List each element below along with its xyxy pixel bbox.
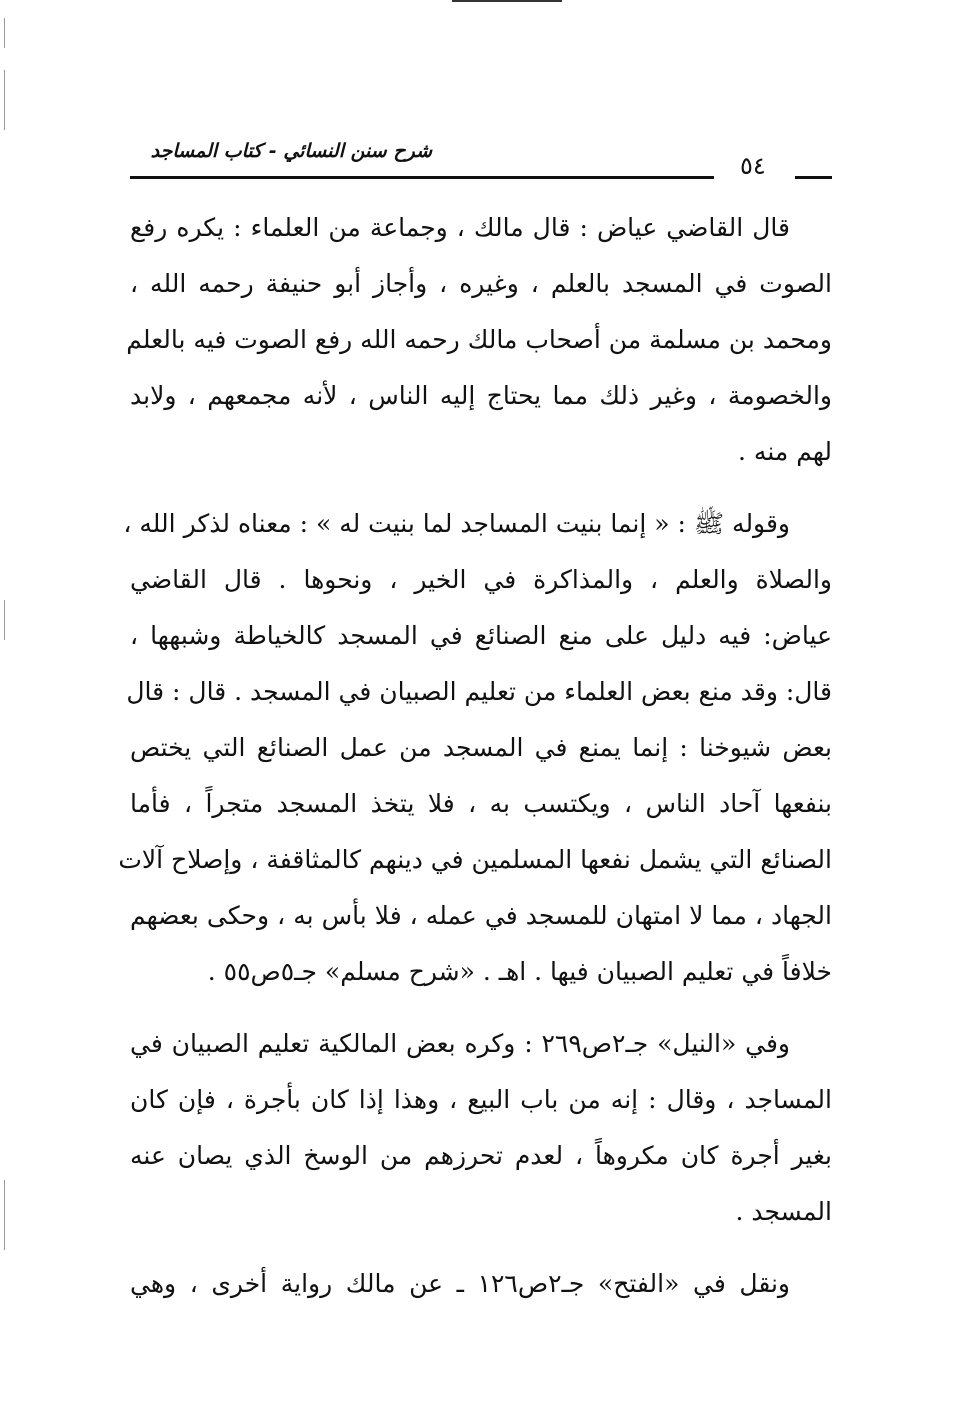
- text-line: ونقل في «الفتح» جـ٢ص١٢٦ ـ عن مالك رواية أخرى ، وهي: [130, 1269, 790, 1298]
- page-body: [118, 200, 832, 1312]
- margin-mark: [4, 70, 5, 130]
- text-line: المساجد ، وقال : إنه من باب البيع ، وهذا إذا كان بأجرة ، فإن كان: [130, 1085, 832, 1114]
- running-header: [130, 138, 832, 188]
- text-line: الصوت في المسجد بالعلم ، وغيره ، وأجاز أبو حنيفة رحمه الله ،: [130, 269, 832, 298]
- header-rule: [130, 176, 714, 179]
- paragraph-gap: [130, 480, 832, 496]
- text-line: والصلاة والعلم ، والمذاكرة في الخير ، ونحوها . قال القاضي: [130, 565, 832, 594]
- paragraph: [130, 1016, 832, 1240]
- margin-mark: [4, 600, 5, 640]
- text-line: المسجد .: [735, 1197, 832, 1226]
- text-line: خلافاً في تعليم الصبيان فيها . اهـ . «شرح مسلم» جـ٥ص٥٥ .: [207, 957, 832, 986]
- margin-mark: [4, 1180, 5, 1250]
- paragraph: [118, 496, 832, 1000]
- text-line: الصنائع التي يشمل نفعها المسلمين في دينهم كالمثاقفة ، وإصلاح آلات: [118, 845, 832, 874]
- text-line: ومحمد بن مسلمة من أصحاب مالك رحمه الله رفع الصوت فيه بالعلم: [126, 325, 832, 354]
- top-edge-rule: [452, 0, 562, 2]
- paragraph-gap: [130, 1240, 832, 1256]
- paragraph-gap: [130, 1000, 832, 1016]
- margin-mark: [4, 18, 5, 48]
- text-line: بنفعها آحاد الناس ، ويكتسب به ، فلا يتخذ المسجد متجراً ، فأما: [130, 789, 832, 818]
- running-header-title: شرح سنن النسائي - كتاب المساجد: [150, 140, 432, 162]
- text-line: بغير أجرة كان مكروهاً ، لعدم تحرزهم من الوسخ الذي يصان عنه: [130, 1141, 832, 1170]
- text-line: قال القاضي عياض : قال مالك ، وجماعة من العلماء : يكره رفع: [130, 213, 790, 242]
- text-line: وفي «النيل» جـ٢ص٢٦٩ : وكره بعض المالكية تعليم الصبيان في: [130, 1029, 790, 1058]
- text-line: لهم منه .: [738, 437, 832, 466]
- paragraph: [130, 1256, 832, 1312]
- page-number: ٥٤: [740, 152, 766, 180]
- text-line: عياض: فيه دليل على منع الصنائع في المسجد كالخياطة وشبهها ،: [130, 621, 832, 650]
- text-line: والخصومة ، وغير ذلك مما يحتاج إليه الناس ، لأنه مجمعهم ، ولابد: [130, 381, 832, 410]
- text-line: الجهاد ، مما لا امتهان للمسجد في عمله ، فلا بأس به ، وحكى بعضهم: [130, 901, 832, 930]
- page-number-dash: [795, 176, 832, 179]
- paragraph: [126, 200, 832, 480]
- text-line: وقوله ﷺ : « إنما بنيت المساجد لما بنيت له » : معناه لذكر الله ،: [123, 509, 790, 538]
- text-line: بعض شيوخنا : إنما يمنع في المسجد من عمل الصنائع التي يختص: [130, 733, 832, 762]
- text-line: قال: وقد منع بعض العلماء من تعليم الصبيان في المسجد . قال : قال: [126, 677, 832, 706]
